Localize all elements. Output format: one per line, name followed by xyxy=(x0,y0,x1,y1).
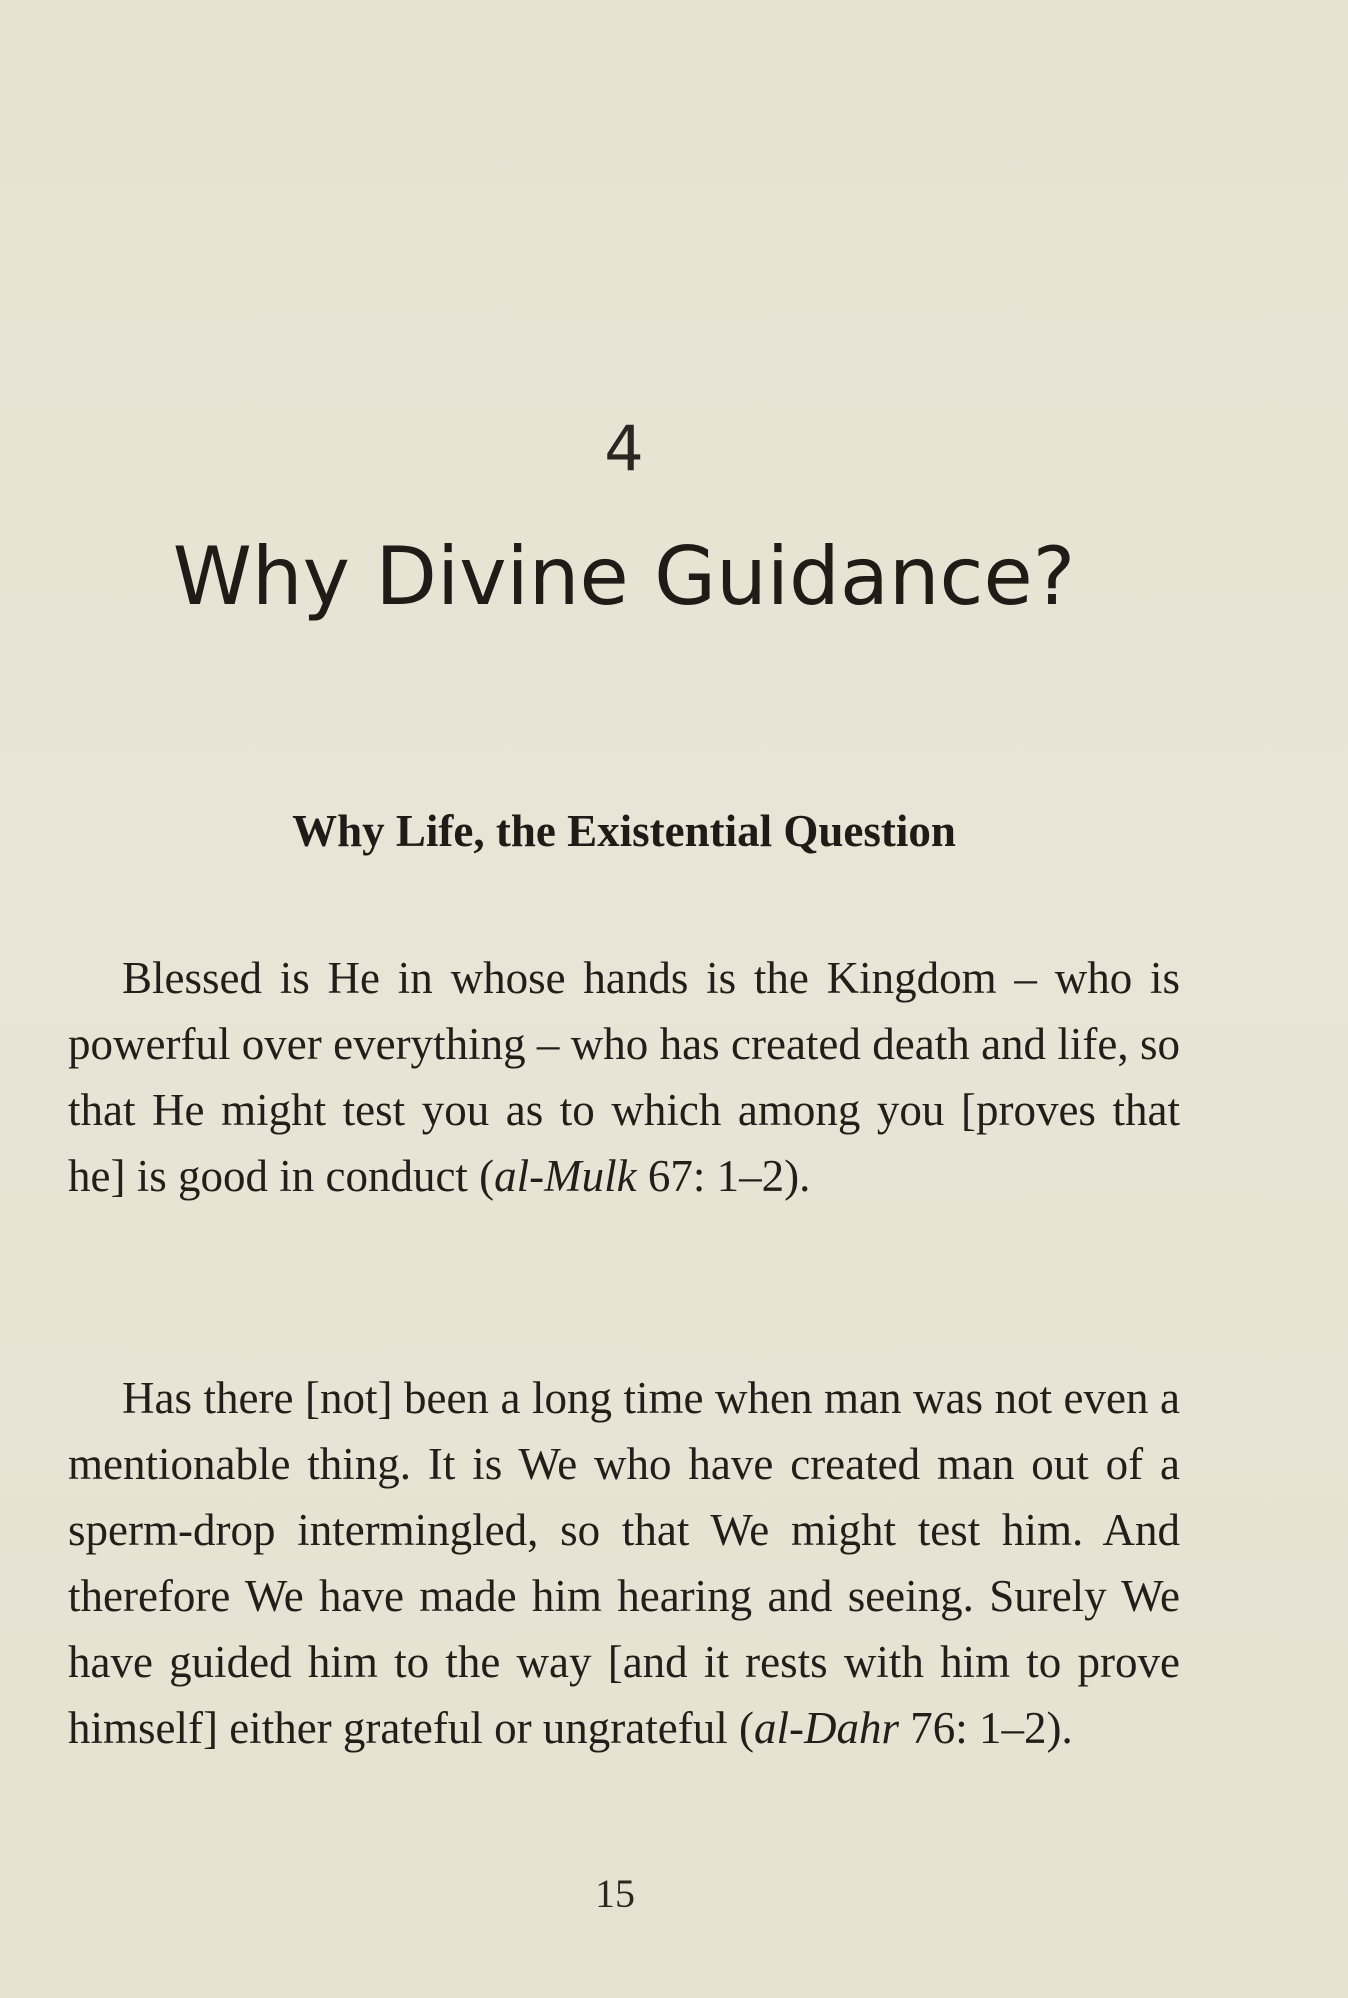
section-heading: Why Life, the Existential Question xyxy=(292,806,956,856)
quote-1-source: al-Mulk xyxy=(494,1151,637,1201)
quote-1-reference: 67: 1–2). xyxy=(636,1151,811,1201)
quote-2-text: Has there [not] been a long time when man was not even a mentionable thing. It is We who have created man out of a sperm-drop intermingled, so that We might test him. And therefore We have made him hearing and seeing. Surely We have guided him to the way [and it rests with him to prove himself] either grateful or ungrateful ( xyxy=(68,1373,1180,1753)
page-number: 15 xyxy=(595,1871,635,1916)
quote-paragraph-2 xyxy=(68,1365,1180,1761)
quote-paragraph-1 xyxy=(68,945,1180,1209)
quote-2-source: al-Dahr xyxy=(753,1703,899,1753)
quote-2-reference: 76: 1–2). xyxy=(898,1703,1073,1753)
chapter-title: Why Divine Guidance? xyxy=(172,530,1076,623)
quote-1-text: Blessed is He in whose hands is the Kingdom – who is powerful over everything – who has created death and life, so that He might test you as to which among you [proves that he] is good in conduct ( xyxy=(68,953,1180,1201)
chapter-number: 4 xyxy=(604,412,644,485)
